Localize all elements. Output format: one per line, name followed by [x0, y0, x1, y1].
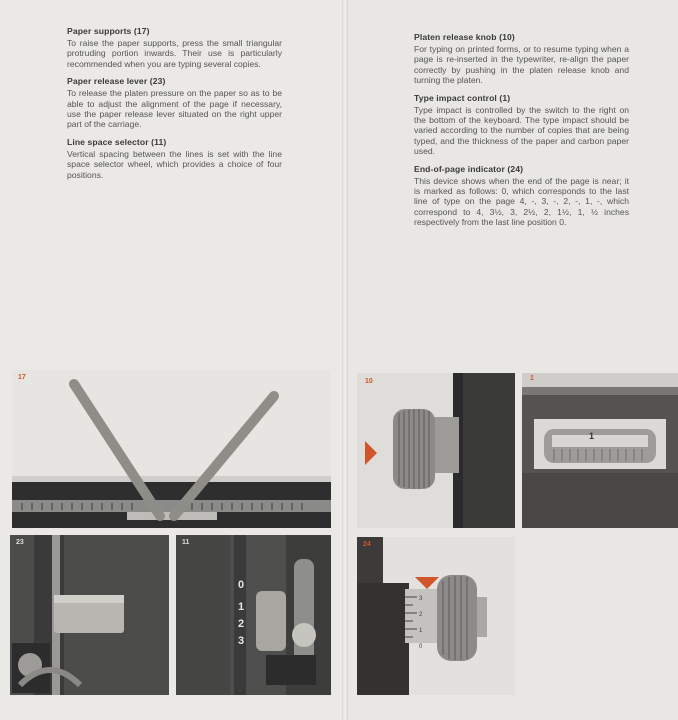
section-body: Vertical spacing between the lines is set with the line space selector wheel, which provides a choice of four positions.: [67, 148, 282, 180]
figure-paper-release-lever: [10, 535, 169, 695]
section-heading: Platen release knob (10): [414, 32, 515, 42]
section-body: To raise the paper supports, press the small triangular protruding portion inwards. Their use is particularly recommended when you are typing several copies.: [67, 38, 282, 69]
scale-mark: 2: [237, 618, 245, 630]
end-of-page-dial-marks: [419, 591, 422, 655]
section-paper-supports: [67, 26, 282, 69]
switch-mark: 1: [589, 431, 595, 441]
end-of-page-indicator-illustration: [357, 537, 515, 695]
section-heading: Paper supports (17): [67, 26, 150, 36]
section-paper-release-lever: [67, 76, 282, 130]
section-line-space-selector: [67, 137, 282, 180]
figure-number: 11: [182, 539, 190, 546]
section-body: For typing on printed forms, or to resume typing when a page is re-inserted in the typewriter, re-align the paper correctly by pushing in the platen release knob and turning the platen.: [414, 44, 629, 86]
left-text-column: [67, 26, 282, 187]
section-body: To release the platen pressure on the paper so as to be able to adjust the alignment of the page if necessary, use the paper release lever situated on the right upper part of the carriage.: [67, 88, 282, 130]
paper-supports-illustration: [12, 370, 331, 528]
figure-number: 1: [530, 375, 534, 382]
section-end-of-page-indicator: [414, 164, 629, 228]
section-heading: Type impact control (1): [414, 92, 511, 103]
figure-number: 23: [16, 539, 24, 546]
type-impact-control-illustration: [522, 373, 678, 528]
scale-mark: 0: [237, 579, 245, 591]
platen-release-knob-illustration: [357, 373, 515, 528]
figure-number: 24: [363, 541, 371, 548]
section-type-impact-control: [414, 93, 629, 157]
section-heading: Paper release lever (23): [67, 76, 166, 87]
dial-mark: 1: [419, 628, 423, 634]
dial-mark: 2: [419, 612, 423, 618]
scale-mark: 3: [237, 635, 245, 647]
figure-number: 17: [18, 374, 26, 381]
dial-mark: 0: [419, 644, 423, 650]
figure-line-space-selector: [176, 535, 331, 695]
section-platen-release-knob: [414, 32, 629, 86]
scale-mark: 1: [237, 601, 245, 613]
line-space-selector-illustration: [176, 535, 331, 695]
right-text-column: [414, 32, 629, 235]
section-body: This device shows when the end of the page is near; it is marked as follows: 0, which corresponds to the last line of type on the page 4, -, 3, -, 2, -, 1, -, which correspond to 4, 3½, 3, 2½, 2, 1½, 1, ½ inches respectively from the last line position 0.: [414, 175, 629, 228]
section-body: Type impact is controlled by the switch to the right on the bottom of the keyboard. The type impact should be varied according to the number of copies that are being typed, and the thickness of the paper and carbon paper used.: [414, 104, 629, 157]
figure-platen-release-knob: [357, 373, 515, 528]
figure-number: 10: [365, 378, 373, 385]
paper-release-lever-illustration: [10, 535, 169, 695]
dial-mark: 3: [419, 596, 423, 602]
section-heading: Line space selector (11): [67, 136, 167, 147]
figure-paper-supports: [12, 370, 331, 528]
line-space-scale: [232, 577, 250, 650]
figure-type-impact-control: [522, 373, 678, 528]
page-gutter: [342, 0, 348, 720]
section-heading: End-of-page indicator (24): [414, 163, 524, 174]
figure-end-of-page-indicator: [357, 537, 515, 695]
